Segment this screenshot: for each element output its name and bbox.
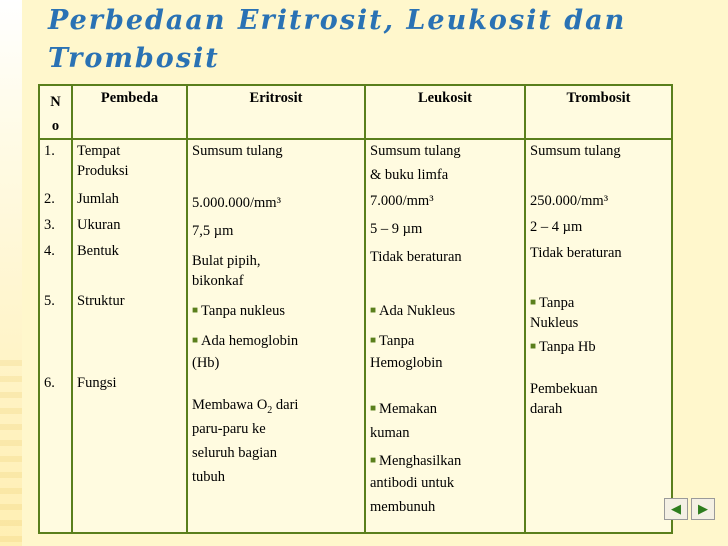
leukosit-fungsi-1b: kuman <box>370 425 410 441</box>
number-4: 4. <box>44 243 55 259</box>
eritrosit-fungsi-2: paru-paru ke <box>192 421 266 437</box>
triangle-left-icon: ◀ <box>671 501 681 517</box>
trombosit-ukuran: 2 – 4 µm <box>530 219 583 235</box>
eritrosit-produksi: Sumsum tulang <box>192 143 283 159</box>
pembeda-ukuran: Ukuran <box>77 217 121 233</box>
header-pembeda: Pembeda <box>72 85 187 139</box>
trombosit-struktur-2: ■ Tanpa Hb <box>530 339 596 355</box>
number-5: 5. <box>44 293 55 309</box>
bullet-icon: ■ <box>370 455 377 466</box>
pembeda-tempat-2: Produksi <box>77 163 129 179</box>
eritrosit-cell <box>187 139 365 533</box>
eritrosit-struktur-1: ■ Tanpa nukleus <box>192 303 285 319</box>
eritrosit-ukuran: 7,5 µm <box>192 223 234 239</box>
header-eritrosit: Eritrosit <box>187 85 365 139</box>
leukosit-bentuk: Tidak beraturan <box>370 249 462 265</box>
bullet-icon: ■ <box>530 297 537 308</box>
slide-title <box>48 2 668 78</box>
number-1: 1. <box>44 143 55 159</box>
header-no-b: o <box>51 118 60 134</box>
number-6: 6. <box>44 375 55 391</box>
body-row <box>39 139 672 533</box>
eritrosit-fungsi-3: seluruh bagian <box>192 445 277 461</box>
bullet-icon: ■ <box>192 335 199 346</box>
trombosit-fungsi-2: darah <box>530 401 563 417</box>
pembeda-bentuk: Bentuk <box>77 243 119 259</box>
leukosit-struktur-2a: ■ Tanpa <box>370 333 415 349</box>
trombosit-jumlah: 250.000/mm³ <box>530 193 609 209</box>
trombosit-cell <box>525 139 672 533</box>
prev-slide-button[interactable] <box>664 498 688 520</box>
leukosit-cell <box>365 139 525 533</box>
eritrosit-bentuk-2: bikonkaf <box>192 273 244 289</box>
number-2: 2. <box>44 191 55 207</box>
trombosit-bentuk: Tidak beraturan <box>530 245 622 261</box>
leukosit-produksi-2: & buku limfa <box>370 167 449 183</box>
leukosit-fungsi-2b: antibodi untuk <box>370 475 455 491</box>
leukosit-struktur-1: ■ Ada Nukleus <box>370 303 456 319</box>
leukosit-ukuran: 5 – 9 µm <box>370 221 423 237</box>
left-decor-stripes <box>0 360 22 546</box>
eritrosit-bentuk-1: Bulat pipih, <box>192 253 261 269</box>
leukosit-jumlah: 7.000/mm³ <box>370 193 434 209</box>
header-no <box>39 85 72 139</box>
header-leukosit: Leukosit <box>365 85 525 139</box>
leukosit-fungsi-2c: membunuh <box>370 499 436 515</box>
leukosit-struktur-2b: Hemoglobin <box>370 355 443 371</box>
pembeda-cell <box>72 139 187 533</box>
triangle-right-icon: ▶ <box>698 501 708 517</box>
eritrosit-struktur-2a: ■ Ada hemoglobin <box>192 333 299 349</box>
leukosit-fungsi-2a: ■ Menghasilkan <box>370 453 462 469</box>
pembeda-struktur: Struktur <box>77 293 125 309</box>
eritrosit-fungsi-1: Membawa $O_2$ dari <box>192 397 299 416</box>
eritrosit-jumlah: 5.000.000/mm³ <box>192 195 281 211</box>
trombosit-struktur-1b: Nukleus <box>530 315 579 331</box>
title-line-1: Perbedaan Eritrosit, Leukosit dan <box>48 5 627 36</box>
next-slide-button[interactable] <box>691 498 715 520</box>
number-3: 3. <box>44 217 55 233</box>
leukosit-produksi-1: Sumsum tulang <box>370 143 461 159</box>
pembeda-fungsi: Fungsi <box>77 375 117 391</box>
trombosit-produksi: Sumsum tulang <box>530 143 621 159</box>
bullet-icon: ■ <box>530 341 537 352</box>
header-no-a: N <box>50 94 61 110</box>
leukosit-fungsi-1a: ■ Memakan <box>370 401 438 417</box>
bullet-icon: ■ <box>370 403 377 414</box>
bullet-icon: ■ <box>192 305 199 316</box>
pembeda-tempat-1: Tempat <box>77 143 121 159</box>
title-line-2: Trombosit <box>48 43 220 74</box>
bullet-icon: ■ <box>370 305 377 316</box>
bullet-icon: ■ <box>370 335 377 346</box>
header-trombosit: Trombosit <box>525 85 672 139</box>
eritrosit-fungsi-4: tubuh <box>192 469 226 485</box>
header-row <box>39 85 672 139</box>
comparison-table <box>38 84 673 534</box>
eritrosit-struktur-2b: (Hb) <box>192 355 220 371</box>
trombosit-fungsi-1: Pembekuan <box>530 381 598 397</box>
numbers-cell <box>39 139 72 533</box>
trombosit-struktur-1a: ■ Tanpa <box>530 295 575 311</box>
pembeda-jumlah: Jumlah <box>77 191 119 207</box>
